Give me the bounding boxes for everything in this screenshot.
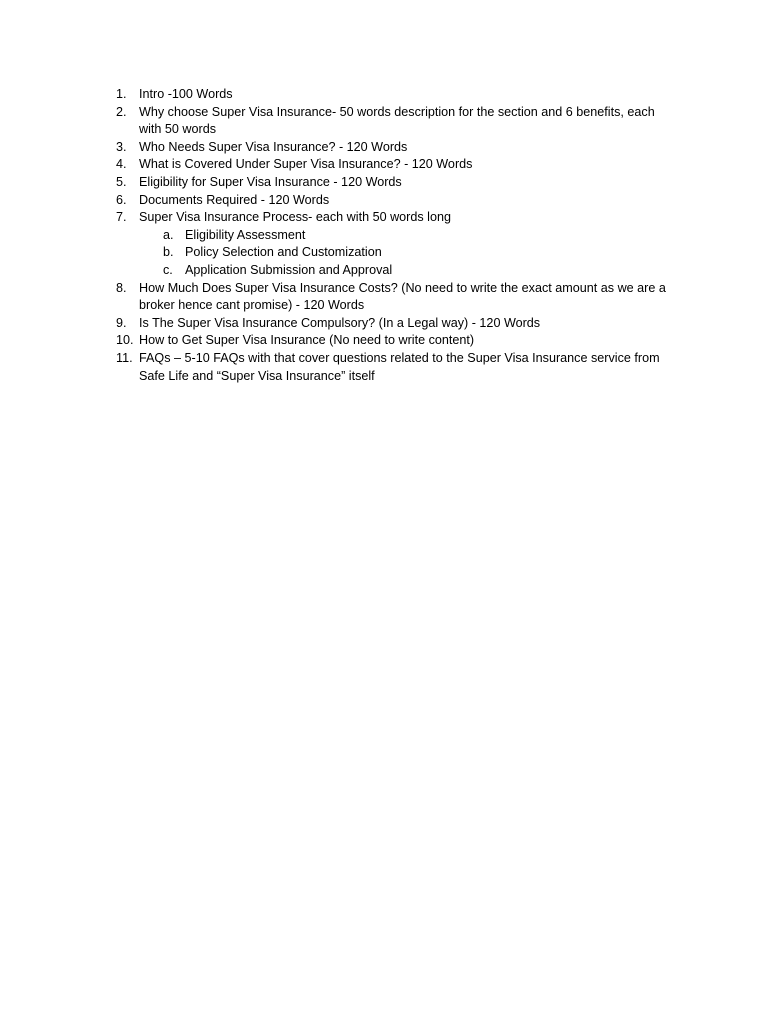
list-item-number: 3.	[116, 139, 127, 154]
sublist-item-letter: c.	[163, 262, 173, 277]
sublist-item-letter: a.	[163, 227, 174, 242]
list-item	[0, 139, 768, 157]
list-item-text: How to Get Super Visa Insurance (No need to write content)	[139, 333, 475, 348]
sublist-item-letter: b.	[163, 245, 174, 260]
list-item-text: Why choose Super Visa Insurance- 50 words description for the section and 6 benefits, each with 50 words	[139, 104, 655, 137]
list-item-text: Super Visa Insurance Process- each with 50 words long	[139, 210, 451, 225]
list-item-number: 1.	[116, 87, 127, 101]
list-item-number: 11.	[116, 350, 133, 365]
list-item	[0, 280, 768, 315]
list-item-text: Eligibility for Super Visa Insurance - 120 Words	[139, 174, 402, 189]
list-item-number: 8.	[116, 280, 127, 295]
list-item	[0, 86, 768, 104]
list-item-text: FAQs – 5-10 FAQs with that cover questions related to the Super Visa Insurance service from Safe Life and “Super Visa Insurance” itself	[139, 350, 660, 383]
list-item-text: Intro -100 Words	[139, 87, 233, 101]
list-item	[0, 156, 768, 174]
list-item	[0, 332, 768, 350]
list-item-number: 9.	[116, 315, 127, 330]
sublist-item-text: Policy Selection and Customization	[185, 245, 382, 260]
sublist-item	[139, 262, 678, 280]
list-item	[0, 174, 768, 192]
list-item-number: 6.	[116, 192, 127, 207]
process-steps-sublist	[139, 227, 678, 280]
sublist-item	[139, 227, 678, 245]
list-item-text: How Much Does Super Visa Insurance Costs? (No need to write the exact amount as we are a broker hence cant promise) - 120 Words	[139, 280, 666, 313]
list-item-text: Who Needs Super Visa Insurance? - 120 Words	[139, 139, 408, 154]
list-item	[0, 315, 768, 333]
list-item	[0, 192, 768, 210]
sublist-item	[139, 244, 678, 262]
list-item-number: 4.	[116, 157, 127, 172]
list-item-text: What is Covered Under Super Visa Insurance? - 120 Words	[139, 157, 473, 172]
list-item	[0, 104, 768, 139]
list-item-number: 5.	[116, 174, 127, 189]
list-item-number: 2.	[116, 104, 127, 119]
list-item	[0, 209, 768, 279]
list-item	[0, 350, 768, 385]
list-item-text: Documents Required - 120 Words	[139, 192, 330, 207]
list-item-number: 7.	[116, 210, 127, 225]
list-item-number: 10.	[116, 333, 134, 348]
list-item-text: Is The Super Visa Insurance Compulsory? (In a Legal way) - 120 Words	[139, 315, 541, 330]
sublist-item-text: Application Submission and Approval	[185, 262, 393, 277]
content-outline-list	[0, 86, 768, 385]
sublist-item-text: Eligibility Assessment	[185, 227, 306, 242]
